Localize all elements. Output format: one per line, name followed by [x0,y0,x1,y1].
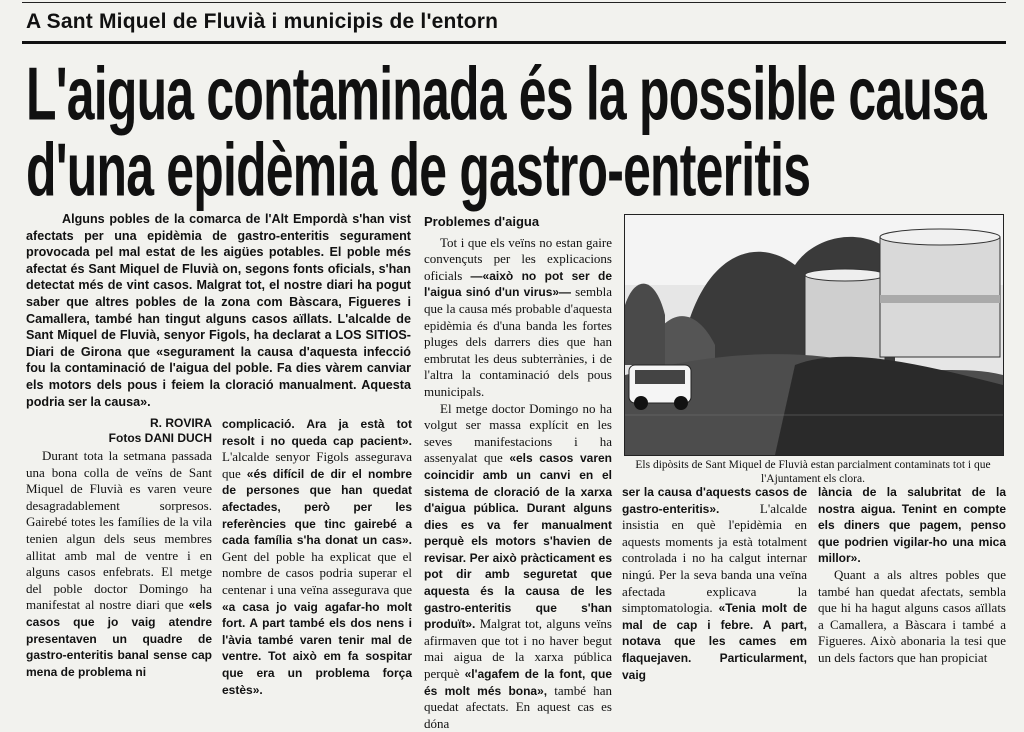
water-tanks-photo [624,214,1004,456]
column-1 [26,416,212,680]
column-3 [424,214,612,732]
column-1-text: Durant tota la setmana passada una bona colla de veïns de Sant Miquel de Fluvià es varen veure desagradablement sorpresos. Gairebé totes les famílies de la vila tenien algun dels seus membres allitat amb mal de ventre i en alguns casos enfebrats. El metge del poble doctor Domingo ha manifestat al nostre diari que «els casos que jo vaig atendre presentaven un quadre de gastro-enteritis banal sense cap mena de problema ni [26,448,212,679]
photo-caption: Els dipòsits de Sant Miquel de Fluvià estan parcialment contaminats tot i que l'Ajuntament els clora. [635,459,991,485]
byline-photos: Fotos DANI DUCH [108,431,212,445]
section-rule [22,41,1006,44]
column-2 [222,416,412,698]
section-title: A Sant Miquel de Fluvià i municipis de l'entorn [26,10,499,33]
column-5-para-1: lància de la salubritat de la nostra aigua. Tenint en compte els diners que pagem, penso que podrien vigilar-ho una mica millor». [818,485,1006,566]
top-rule [22,2,1006,3]
column-4-text: ser la causa d'aquests casos de gastro-enteritis». L'alcalde insistia en què l'epidèmia en aquests moments ja està totalment controlada i no ha calgut internar ningú. Per la seva banda una veïna afectada explicava la simptomatologia. «Tenia molt de mal de cap i febre. A part, notava que les cames em flaquejaven. Particularment, vaig [622,485,807,682]
headline-line-2: d'una epidèmia de gastro-enteritis [26,127,811,213]
byline-author: R. ROVIRA [149,416,212,430]
headline-line-1: L'aigua contaminada és la possible causa [26,51,987,137]
column-4 [622,484,807,683]
column-5 [818,484,1006,667]
subheading: Problemes d'aigua [424,214,540,229]
column-5-para-2: Quant a als altres pobles que també han quedat afectats, sembla que hi ha hagut alguns casos aïllats a Camallera, a Bàscara i també a Figueres. Això abonaria la tesi que un dels factors que han propiciat [818,566,1006,665]
column-3-para-1: Tot i que els veïns no estan gaire convençuts per les explicacions oficials —«això no pot ser de l'aigua sinó d'un virus»— sembla que la causa més probable d'aquesta epidèmia és d'una banda les fortes pluges dels darrers dies que han embrutat les deus subterrànies, i de l'altra la contaminació dels pous municipals. [424,234,613,399]
photo-illustration [625,215,1003,455]
lead-paragraph: Alguns pobles de la comarca de l'Alt Empordà s'han vist afectats per una epidèmia de gastro-enteritis segurament provocada pel mal estat de les aigües potables. El poble més afectat és Sant Miquel de Fluvià on, segons fonts oficials, s'han detectat més de vint casos. Malgrat tot, el nostre diari ha pogut saber que altres pobles de la zona com Bàscara, Figueres i Camallera, també han tingut alguns casos aïllats. L'alcalde de Sant Miquel de Fluvià, senyor Figols, ha declarat a LOS SITIOS-Diari de Girona que «segurament la causa d'aquesta infecció fou la contaminació de l'aigua del poble. Fa dies vàrem canviar els motors dels pous i feiem la cloració manualment. Aquesta podria ser la causa». [26,212,411,409]
column-2-text: complicació. Ara ja està tot resolt i no queda cap pacient». L'alcalde senyor Figols assegurava que «és difícil de dir el nombre de persones que han quedat afectades, però per les referències que tinc gairebé a cada família s'ha donat un cas». Gent del poble ha explicat que el nombre de casos podria superar el centenar i una veïna assegurava que «a casa jo vaig agafar-ho molt fort. A part també els dos nens i l'àvia també varen tenir mal de ventre. Tot això em fa sospitar que era un problema força estès». [222,417,412,697]
column-3-para-2: El metge doctor Domingo no ha volgut ser massa explícit en les seves manifestacions i ha assenyalat que «els casos varen coincidir amb un canvi en el sistema de cloració de la xarxa d'aigua pública. Durant alguns dies es va fer manualment perquè els motors s'havien de revisar. Per això pràcticament es pot dir amb seguretat que aquesta és la causa de les gastro-enteritis que s'han produït». Malgrat tot, alguns veïns afirmaven que tot i no haver begut mai aigua de la xarxa pública perquè «l'agafem de la font, que és molt més bona», també han quedat afectats. En aquest cas es dóna [424,400,613,731]
